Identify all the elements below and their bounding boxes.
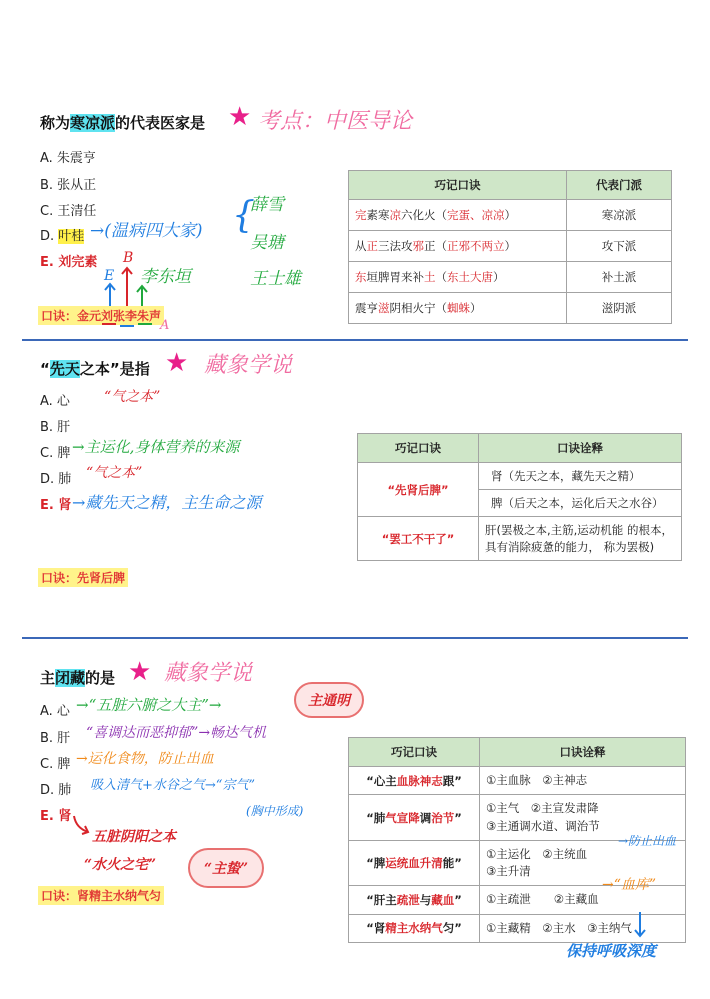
q1-annotation-li: 李东垣: [140, 267, 191, 287]
q2-option-e: E. 肾: [40, 498, 72, 513]
plain-text: “脾: [366, 856, 386, 870]
highlight-text: 精主水纳气: [385, 921, 443, 936]
highlight-text: 正邪不两立: [447, 239, 505, 253]
q1-option-d: D. 叶桂: [40, 229, 85, 244]
q3-annotation-c: →运化食物，防止出血: [76, 751, 214, 767]
q1-annotation-e: E: [104, 268, 115, 284]
q3-option-c: C. 脾: [40, 757, 71, 772]
plain-text: ）: [504, 239, 516, 253]
q1-table-header-mnemonic: 巧记口诀: [349, 171, 567, 200]
q2-table-header-mnemonic: 巧记口诀: [358, 434, 479, 463]
plain-text: ”: [454, 810, 462, 825]
explain-line: ③主升清: [486, 864, 531, 878]
explain-line: ①主气 ②主宣发肃降: [486, 801, 599, 816]
highlight-text: 东土大唐: [447, 270, 493, 284]
q1-annotation-b: B: [123, 250, 134, 266]
q2-option-d: D. 肺: [40, 472, 72, 487]
q1-option-c: C. 王清任: [40, 204, 97, 219]
q1-annotation-name-3: 王士雄: [250, 269, 301, 289]
q1-annotation-d: →(温病四大家): [90, 221, 203, 241]
q1-option-a: A. 朱震亨: [40, 151, 96, 166]
q3-table-annotation-row5: 保持呼吸深度: [566, 942, 657, 960]
q3-row-explain: [480, 914, 686, 942]
q3-arrow-e: [70, 814, 94, 838]
q3-table-header-mnemonic: 巧记口诀: [349, 738, 480, 767]
q1-table: [348, 170, 672, 324]
q1-row-mnemonic: [349, 200, 567, 231]
highlight-text: 藏血: [431, 892, 455, 907]
plain-text: ）: [470, 301, 482, 315]
highlight-text: 滋: [378, 301, 390, 315]
section-divider-1: [22, 339, 688, 341]
q3-row-mnemonic: [349, 914, 480, 942]
table-row: [349, 231, 672, 262]
q1-option-b: B. 张从正: [40, 178, 97, 193]
q3-annotation-d2: (胸中形成): [246, 804, 304, 818]
q3-option-d: D. 肺: [40, 783, 72, 798]
plain-text: 能”: [442, 856, 462, 870]
q3-annotation-d: 吸入清气+水谷之气→“宗气”: [90, 778, 256, 793]
plain-text: 跟”: [442, 773, 462, 788]
plain-text: 匀”: [442, 921, 462, 936]
star-icon: ★: [165, 348, 189, 378]
q3-row-mnemonic: [349, 886, 480, 914]
plain-text: 调: [419, 810, 432, 825]
q1-annotation-name-1: 薛雪: [250, 195, 284, 215]
plain-text: 从: [355, 239, 367, 253]
q1-brace: {: [232, 195, 255, 236]
q2-table: [357, 433, 682, 561]
explain-line: ①主藏精 ②主水 ③主纳气: [486, 920, 632, 935]
explain-line: ③主通调水道、调治节: [486, 818, 600, 833]
highlight-text: 邪: [412, 239, 424, 253]
q2-topic-note: 藏象学说: [204, 353, 293, 378]
q2-annotation-a: “气之本”: [104, 389, 161, 405]
highlight-text: 治节: [431, 810, 455, 825]
q1-row-mnemonic: [349, 293, 567, 324]
q3-row-explain: [480, 767, 686, 795]
q1-topic-note: 考点：中医导论: [258, 109, 413, 134]
highlight-text: 气宣降: [385, 810, 420, 825]
q3-annotation-b: “喜调达而恶抑郁”→畅达气机: [86, 725, 267, 741]
q3-mnemonic: 口诀：肾精主水纳气匀: [38, 886, 164, 905]
q1-annotation-a: A: [160, 318, 170, 333]
plain-text: 寒: [378, 208, 390, 222]
highlight-text: 土: [424, 270, 436, 284]
plain-text: 六化火（: [401, 208, 447, 222]
q2-option-c: C. 脾: [40, 446, 71, 461]
highlight-text: 运统血升清: [385, 856, 443, 870]
plain-text: 素: [366, 208, 378, 222]
q3-title: 主闭藏的是: [40, 669, 116, 687]
explain-line: ①主疏泄 ②主藏血: [486, 892, 599, 907]
table-row: [358, 517, 682, 561]
q3-annotation-e1: 五脏阴阳之本: [92, 829, 176, 845]
plain-text: “肝主: [366, 892, 397, 907]
plain-text: ）: [504, 208, 516, 222]
highlight-text: 血脉神志: [396, 773, 443, 788]
q1-row-mnemonic: [349, 262, 567, 293]
plain-text: 与: [419, 892, 432, 907]
explain-line: ①主运化 ②主统血: [486, 846, 588, 861]
q3-annotation-e2: “水火之宅”: [84, 857, 157, 873]
q3-annotation-a: →“五脏六腑之大主”→: [76, 696, 222, 714]
q2-row1-b: 脾（后天之本，运化后天之水谷）: [479, 490, 682, 517]
q2-option-a: A. 心: [40, 394, 70, 409]
q1-mnemonic: 口诀：金元刘张李朱声: [38, 306, 164, 325]
star-icon: ★: [128, 657, 152, 687]
table-row: [349, 200, 672, 231]
plain-text: 正（: [424, 239, 447, 253]
q1-arrows: [100, 262, 160, 312]
star-icon: ★: [228, 102, 252, 132]
q2-row2-key: “罢工不干了”: [358, 517, 479, 561]
highlight-text: 凉: [389, 208, 401, 222]
q3-table-arrow-row5: [630, 910, 650, 942]
q2-table-header-explain: 口诀诠释: [479, 434, 682, 463]
table-row: [349, 293, 672, 324]
table-row: [349, 767, 686, 795]
q3-option-a: A. 心: [40, 704, 70, 719]
plain-text: （: [435, 270, 447, 284]
plain-text: “肾: [366, 921, 386, 936]
q3-table-annotation-row4: →“血库”: [602, 877, 657, 893]
q1-mnemonic-underline: [100, 318, 160, 332]
q3-table-annotation-row3: →防止出血: [618, 834, 677, 848]
q1-row-school: 攻下派: [567, 231, 672, 262]
q1-option-e: E. 刘完素: [40, 255, 98, 270]
plain-text: 阴相火宁（: [389, 301, 447, 315]
q2-row1-a: 肾（先天之本，藏先天之精）: [479, 463, 682, 490]
plain-text: 三法攻: [378, 239, 413, 253]
q3-annotation-a2: 主通明: [294, 682, 364, 718]
q1-row-school: 寒凉派: [567, 200, 672, 231]
highlight-text: 蜘蛛: [447, 301, 470, 315]
q3-row-mnemonic: [349, 767, 480, 795]
highlight-text: 东: [355, 270, 367, 284]
q2-title: “先天之本”是指: [40, 360, 150, 378]
q1-annotation-name-2: 吴瑭: [250, 233, 284, 253]
explain-line: ①主血脉 ②主神志: [486, 773, 588, 787]
q3-option-e: E. 肾: [40, 809, 72, 824]
highlight-text: 完蛋、凉凉: [447, 208, 505, 222]
q1-row-school: 滋阴派: [567, 293, 672, 324]
plain-text: ”: [454, 892, 462, 907]
q3-topic-note: 藏象学说: [164, 661, 253, 686]
plain-text: 垣脾胃来补: [366, 270, 424, 284]
q1-row-school: 补土派: [567, 262, 672, 293]
q1-table-header-school: 代表门派: [567, 171, 672, 200]
q2-annotation-d: “气之本”: [86, 465, 143, 481]
plain-text: ）: [493, 270, 505, 284]
q1-title: 称为寒凉派的代表医家是: [40, 114, 206, 132]
q3-option-b: B. 肝: [40, 731, 71, 746]
plain-text: “肺: [366, 810, 386, 825]
q3-table-header-explain: 口诀诠释: [480, 738, 686, 767]
q2-row1-key: “先肾后脾”: [358, 463, 479, 517]
q3-annotation-e3: “主蛰”: [188, 848, 264, 888]
q2-row2-val: 肝(罢极之本,主筋,运动机能 的根本，具有消除疲惫的能力， 称为罢极): [479, 517, 682, 561]
plain-text: 震亨: [355, 301, 378, 315]
table-row: [358, 463, 682, 490]
table-row: [349, 262, 672, 293]
q2-option-b: B. 肝: [40, 420, 71, 435]
q1-row-mnemonic: [349, 231, 567, 262]
q3-row-mnemonic: [349, 795, 480, 841]
highlight-text: 正: [366, 239, 378, 253]
section-divider-2: [22, 637, 688, 639]
plain-text: “心主: [366, 773, 397, 788]
highlight-text: 疏泄: [396, 892, 420, 907]
highlight-text: 完: [355, 208, 367, 222]
q2-mnemonic: 口诀：先肾后脾: [38, 568, 128, 587]
q2-annotation-e: →藏先天之精，主生命之源: [72, 493, 262, 512]
q2-annotation-c: →主运化,身体营养的来源: [72, 438, 240, 456]
q3-row-mnemonic: [349, 840, 480, 886]
